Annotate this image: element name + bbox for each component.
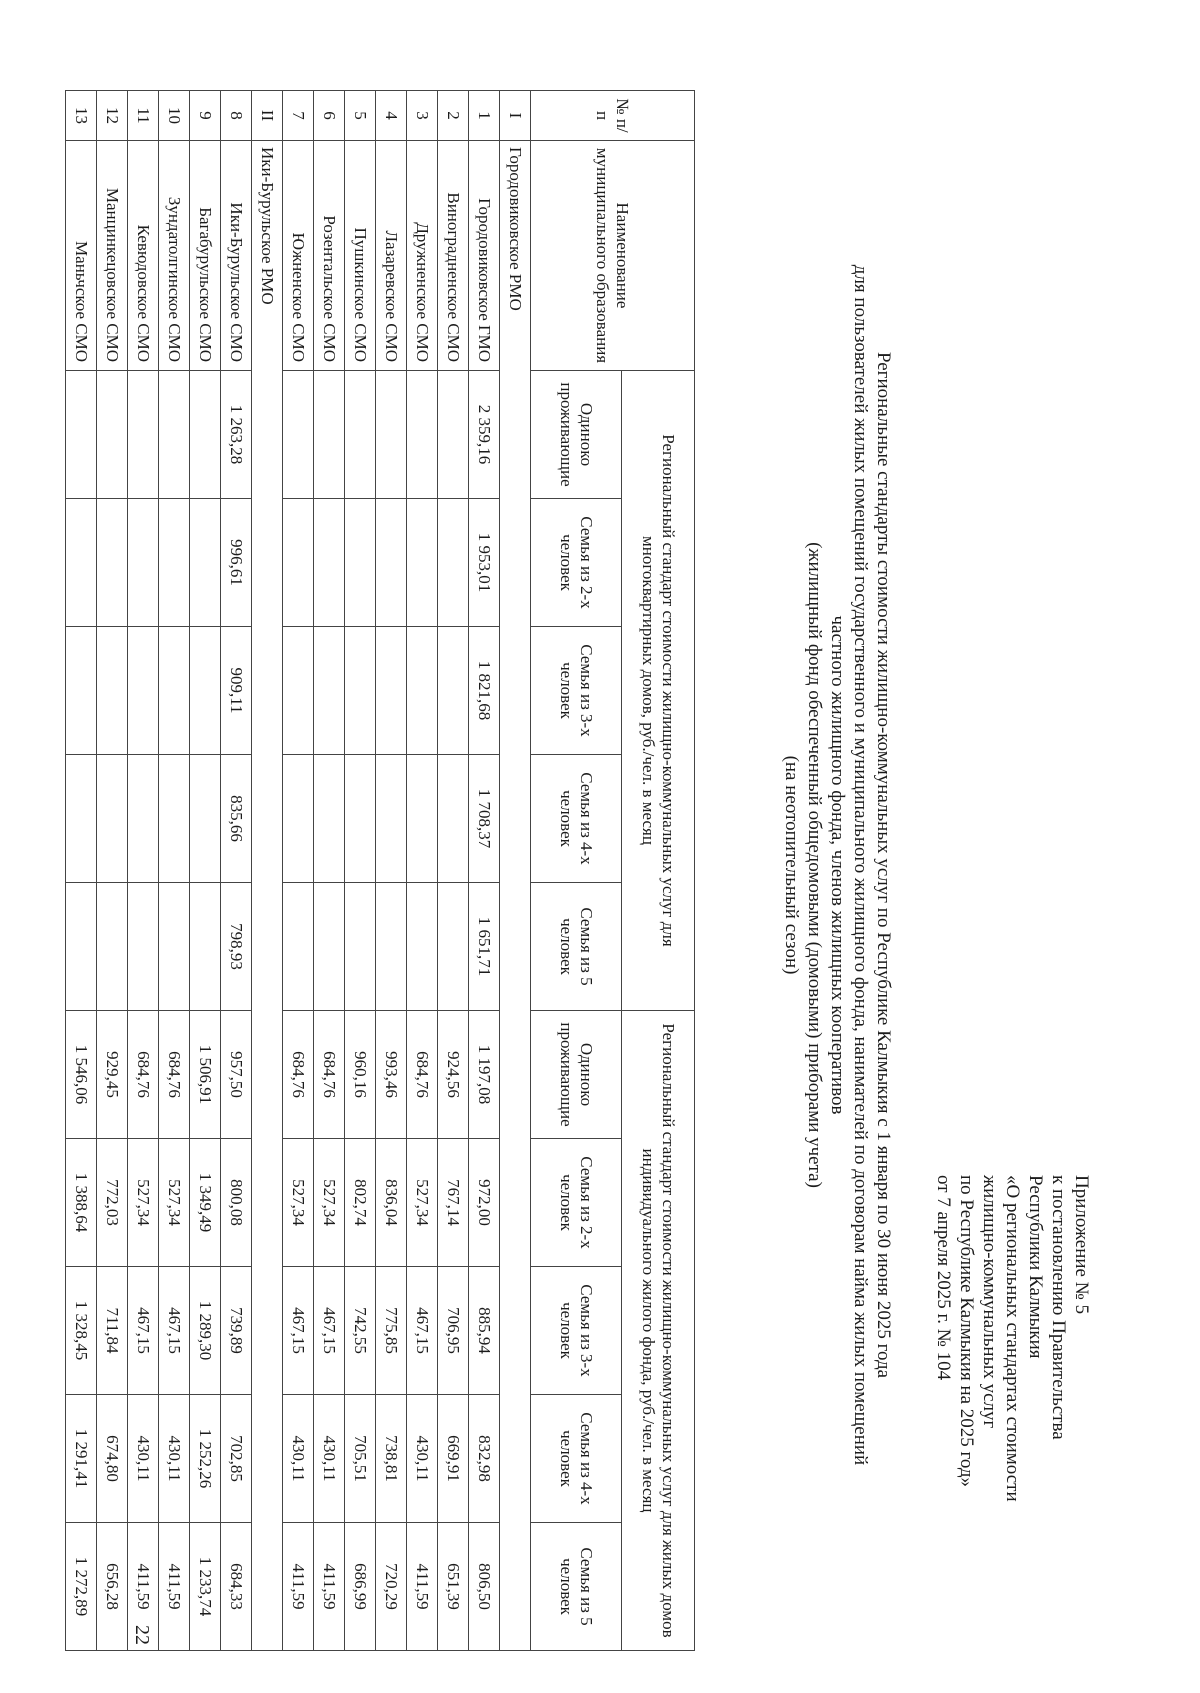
izhs-value-cell: 430,11 (159, 1395, 190, 1523)
table-group-row (500, 91, 531, 1651)
mkd-value-cell (314, 755, 345, 883)
izhs-value-cell: 1 197,08 (469, 1011, 500, 1139)
izhs-value-cell: 738,81 (376, 1395, 407, 1523)
mkd-value-cell (283, 371, 314, 499)
izhs-value-cell: 686,99 (345, 1523, 376, 1651)
mkd-value-cell (66, 499, 97, 627)
mkd-value-cell (283, 883, 314, 1011)
izhs-value-cell: 767,14 (438, 1139, 469, 1267)
appendix-line: от 7 апреля 2025 г. № 104 (933, 1175, 954, 1381)
mkd-value-cell (407, 499, 438, 627)
izhs-value-cell: 702,85 (221, 1395, 252, 1523)
izhs-value-cell: 1 546,06 (66, 1011, 97, 1139)
izhs-value-cell: 885,94 (469, 1267, 500, 1395)
mkd-value-cell (97, 883, 128, 1011)
izhs-value-cell: 527,34 (283, 1139, 314, 1267)
izhs-value-cell: 957,50 (221, 1011, 252, 1139)
izhs-value-cell: 527,34 (159, 1139, 190, 1267)
header-num: № п/п (531, 91, 695, 141)
row-number: 2 (438, 91, 469, 141)
table-row (438, 91, 469, 1651)
mkd-value-cell (128, 499, 159, 627)
izhs-value-cell: 684,33 (221, 1523, 252, 1651)
izhs-value-cell: 836,04 (376, 1139, 407, 1267)
row-number: 7 (283, 91, 314, 141)
table-row (314, 91, 345, 1651)
table-row (221, 91, 252, 1651)
standards-table (65, 90, 695, 1651)
mkd-value-cell (376, 755, 407, 883)
municipality-name: Кевюдовское СМО (128, 141, 159, 371)
izhs-value-cell: 742,55 (345, 1267, 376, 1395)
izhs-value-cell: 467,15 (159, 1267, 190, 1395)
mkd-value-cell (97, 371, 128, 499)
izhs-value-cell: 684,76 (407, 1011, 438, 1139)
mkd-value-cell (66, 883, 97, 1011)
mkd-value-cell: 1 821,68 (469, 627, 500, 755)
mkd-value-cell (376, 499, 407, 627)
mkd-value-cell (438, 371, 469, 499)
izhs-value-cell: 411,59 (283, 1523, 314, 1651)
izhs-value-cell: 1 506,91 (190, 1011, 221, 1139)
izhs-value-cell: 411,59 (314, 1523, 345, 1651)
municipality-name: Маньчское СМО (66, 141, 97, 371)
izhs-value-cell: 832,98 (469, 1395, 500, 1523)
izhs-value-cell: 411,59 (159, 1523, 190, 1651)
mkd-value-cell (345, 883, 376, 1011)
title-line: для пользователей жилых помещений государственного и муниципального жилищного фонда, нанимателей по договорам найма жилых помещений (850, 264, 871, 1466)
row-number: 1 (469, 91, 500, 141)
municipality-name: Ики-Бурульское СМО (221, 141, 252, 371)
row-number: I (500, 91, 531, 141)
row-number: II (252, 91, 283, 141)
row-number: 5 (345, 91, 376, 141)
izhs-value-cell: 739,89 (221, 1267, 252, 1395)
mkd-value-cell: 996,61 (221, 499, 252, 627)
izhs-value-cell: 669,91 (438, 1395, 469, 1523)
mkd-value-cell (314, 371, 345, 499)
mkd-value-cell (159, 883, 190, 1011)
header-sub: Семья из 5 человек (531, 1523, 622, 1651)
header-sub: Семья из 4-х человек (531, 1395, 622, 1523)
row-number: 9 (190, 91, 221, 141)
row-number: 10 (159, 91, 190, 141)
row-number: 4 (376, 91, 407, 141)
mkd-value-cell (66, 627, 97, 755)
document-page (72, 45, 1093, 1685)
municipality-name: Городовиковское ГМО (469, 141, 500, 371)
mkd-value-cell: 835,66 (221, 755, 252, 883)
title-line: частного жилищного фонда, членов жилищных кооперативов (827, 615, 848, 1115)
izhs-value-cell: 651,39 (438, 1523, 469, 1651)
mkd-value-cell (190, 883, 221, 1011)
table-body (66, 91, 531, 1651)
row-number: 3 (407, 91, 438, 141)
izhs-value-cell: 527,34 (128, 1139, 159, 1267)
izhs-value-cell: 1 252,26 (190, 1395, 221, 1523)
header-sub: Семья из 2-х человек (531, 499, 622, 627)
mkd-value-cell (128, 883, 159, 1011)
izhs-value-cell: 972,00 (469, 1139, 500, 1267)
izhs-value-cell: 430,11 (128, 1395, 159, 1523)
group-name: Городовиковское РМО (500, 141, 531, 1651)
mkd-value-cell (345, 371, 376, 499)
row-number: 6 (314, 91, 345, 141)
header-sub: Семья из 4-х человек (531, 755, 622, 883)
header-group-izhs: Региональный стандарт стоимости жилищно-коммунальных услуг для жилых домов индивидуального жилого фонда, руб./чел. в месяц (622, 1011, 695, 1651)
izhs-value-cell: 711,84 (97, 1267, 128, 1395)
mkd-value-cell: 1 953,01 (469, 499, 500, 627)
table-row (66, 91, 97, 1651)
mkd-value-cell (190, 499, 221, 627)
page-number: 22 (131, 1625, 153, 1645)
mkd-value-cell (376, 627, 407, 755)
izhs-value-cell: 430,11 (283, 1395, 314, 1523)
mkd-value-cell (159, 371, 190, 499)
row-number: 13 (66, 91, 97, 141)
appendix-line: «О региональных стандартах стоимости (1002, 1175, 1023, 1502)
mkd-value-cell (407, 755, 438, 883)
mkd-value-cell (128, 627, 159, 755)
mkd-value-cell (283, 627, 314, 755)
table-row (97, 91, 128, 1651)
table-row (469, 91, 500, 1651)
izhs-value-cell: 411,59 (128, 1523, 159, 1651)
table-row (283, 91, 314, 1651)
izhs-value-cell: 467,15 (314, 1267, 345, 1395)
izhs-value-cell: 1 291,41 (66, 1395, 97, 1523)
izhs-value-cell: 993,46 (376, 1011, 407, 1139)
mkd-value-cell (128, 371, 159, 499)
mkd-value-cell (376, 371, 407, 499)
title-line: (на неотопительный сезон) (781, 755, 802, 975)
municipality-name: Лазаревское СМО (376, 141, 407, 371)
izhs-value-cell: 705,51 (345, 1395, 376, 1523)
mkd-value-cell (66, 371, 97, 499)
izhs-value-cell: 800,08 (221, 1139, 252, 1267)
izhs-value-cell: 706,95 (438, 1267, 469, 1395)
mkd-value-cell (438, 755, 469, 883)
izhs-value-cell: 929,45 (97, 1011, 128, 1139)
header-sub: Семья из 5 человек (531, 883, 622, 1011)
group-name: Ики-Бурульское РМО (252, 141, 283, 1651)
header-name: Наименование муниципального образования (531, 141, 695, 371)
izhs-value-cell: 684,76 (128, 1011, 159, 1139)
izhs-value-cell: 467,15 (283, 1267, 314, 1395)
table-group-row (252, 91, 283, 1651)
mkd-value-cell (345, 627, 376, 755)
izhs-value-cell: 684,76 (314, 1011, 345, 1139)
izhs-value-cell: 467,15 (128, 1267, 159, 1395)
mkd-value-cell (159, 755, 190, 883)
izhs-value-cell: 684,76 (283, 1011, 314, 1139)
izhs-value-cell: 656,28 (97, 1523, 128, 1651)
mkd-value-cell (314, 883, 345, 1011)
mkd-value-cell (283, 499, 314, 627)
izhs-value-cell: 924,56 (438, 1011, 469, 1139)
izhs-value-cell: 1 233,74 (190, 1523, 221, 1651)
title-line: Региональные стандарты стоимости жилищно-коммунальных услуг по Республике Калмыкия с 1 января по 30 июня 2025 года (873, 351, 894, 1379)
appendix-line: по Республике Калмыкия на 2025 год» (956, 1175, 977, 1487)
izhs-value-cell: 674,80 (97, 1395, 128, 1523)
appendix-line: Республики Калмыкия (1025, 1175, 1046, 1359)
mkd-value-cell (190, 371, 221, 499)
izhs-value-cell: 1 328,45 (66, 1267, 97, 1395)
header-row-top (622, 91, 695, 1651)
mkd-value-cell (159, 499, 190, 627)
header-sub: Одиноко проживающие (531, 1011, 622, 1139)
izhs-value-cell: 527,34 (314, 1139, 345, 1267)
mkd-value-cell (407, 371, 438, 499)
row-number: 11 (128, 91, 159, 141)
izhs-value-cell: 430,11 (407, 1395, 438, 1523)
mkd-value-cell (407, 627, 438, 755)
izhs-value-cell: 1 388,64 (66, 1139, 97, 1267)
municipality-name: Пушкинское СМО (345, 141, 376, 371)
mkd-value-cell (190, 627, 221, 755)
izhs-value-cell: 1 272,89 (66, 1523, 97, 1651)
mkd-value-cell (438, 499, 469, 627)
municipality-name: Южненское СМО (283, 141, 314, 371)
mkd-value-cell (438, 883, 469, 1011)
mkd-value-cell: 909,11 (221, 627, 252, 755)
izhs-value-cell: 430,11 (314, 1395, 345, 1523)
mkd-value-cell (376, 883, 407, 1011)
mkd-value-cell (159, 627, 190, 755)
izhs-value-cell: 467,15 (407, 1267, 438, 1395)
mkd-value-cell (128, 755, 159, 883)
row-number: 8 (221, 91, 252, 141)
mkd-value-cell (66, 755, 97, 883)
izhs-value-cell: 684,76 (159, 1011, 190, 1139)
municipality-name: Виноградненское СМО (438, 141, 469, 371)
mkd-value-cell (190, 755, 221, 883)
mkd-value-cell: 798,93 (221, 883, 252, 1011)
appendix-line: жилищно-коммунальных услуг (979, 1175, 1000, 1429)
row-number: 12 (97, 91, 128, 141)
table-row (190, 91, 221, 1651)
table-row (407, 91, 438, 1651)
mkd-value-cell (345, 755, 376, 883)
mkd-value-cell (314, 627, 345, 755)
header-sub: Одиноко проживающие (531, 371, 622, 499)
izhs-value-cell: 772,03 (97, 1139, 128, 1267)
appendix-line: к постановлению Правительства (1048, 1175, 1069, 1440)
header-group-mkd: Региональный стандарт стоимости жилищно-коммунальных услуг для многоквартирных домов, руб./чел. в месяц (622, 371, 695, 1011)
izhs-value-cell: 802,74 (345, 1139, 376, 1267)
mkd-value-cell (97, 499, 128, 627)
mkd-value-cell (314, 499, 345, 627)
mkd-value-cell: 1 263,28 (221, 371, 252, 499)
municipality-name: Зундатолгинское СМО (159, 141, 190, 371)
table-row (345, 91, 376, 1651)
izhs-value-cell: 720,29 (376, 1523, 407, 1651)
title-line: (жилищный фонд обеспеченный общедомовыми (домовыми) приборами учета) (804, 542, 825, 1188)
izhs-value-cell: 775,85 (376, 1267, 407, 1395)
municipality-name: Манцинкецовское СМО (97, 141, 128, 371)
municipality-name: Розентальское СМО (314, 141, 345, 371)
table-row (376, 91, 407, 1651)
mkd-value-cell: 2 359,16 (469, 371, 500, 499)
header-sub: Семья из 3-х человек (531, 627, 622, 755)
header-sub: Семья из 2-х человек (531, 1139, 622, 1267)
header-sub: Семья из 3-х человек (531, 1267, 622, 1395)
mkd-value-cell (345, 499, 376, 627)
izhs-value-cell: 527,34 (407, 1139, 438, 1267)
izhs-value-cell: 411,59 (407, 1523, 438, 1651)
mkd-value-cell (407, 883, 438, 1011)
municipality-name: Багабурульское СМО (190, 141, 221, 371)
municipality-name: Дружненское СМО (407, 141, 438, 371)
mkd-value-cell (438, 627, 469, 755)
izhs-value-cell: 1 289,30 (190, 1267, 221, 1395)
document-title (780, 45, 895, 1685)
mkd-value-cell (97, 755, 128, 883)
izhs-value-cell: 960,16 (345, 1011, 376, 1139)
mkd-value-cell (283, 755, 314, 883)
izhs-value-cell: 806,50 (469, 1523, 500, 1651)
izhs-value-cell: 1 349,49 (190, 1139, 221, 1267)
appendix-line: Приложение № 5 (1071, 1175, 1092, 1315)
appendix-note (932, 1175, 1093, 1655)
mkd-value-cell (97, 627, 128, 755)
mkd-value-cell: 1 651,71 (469, 883, 500, 1011)
table-row (159, 91, 190, 1651)
table-row (128, 91, 159, 1651)
mkd-value-cell: 1 708,37 (469, 755, 500, 883)
